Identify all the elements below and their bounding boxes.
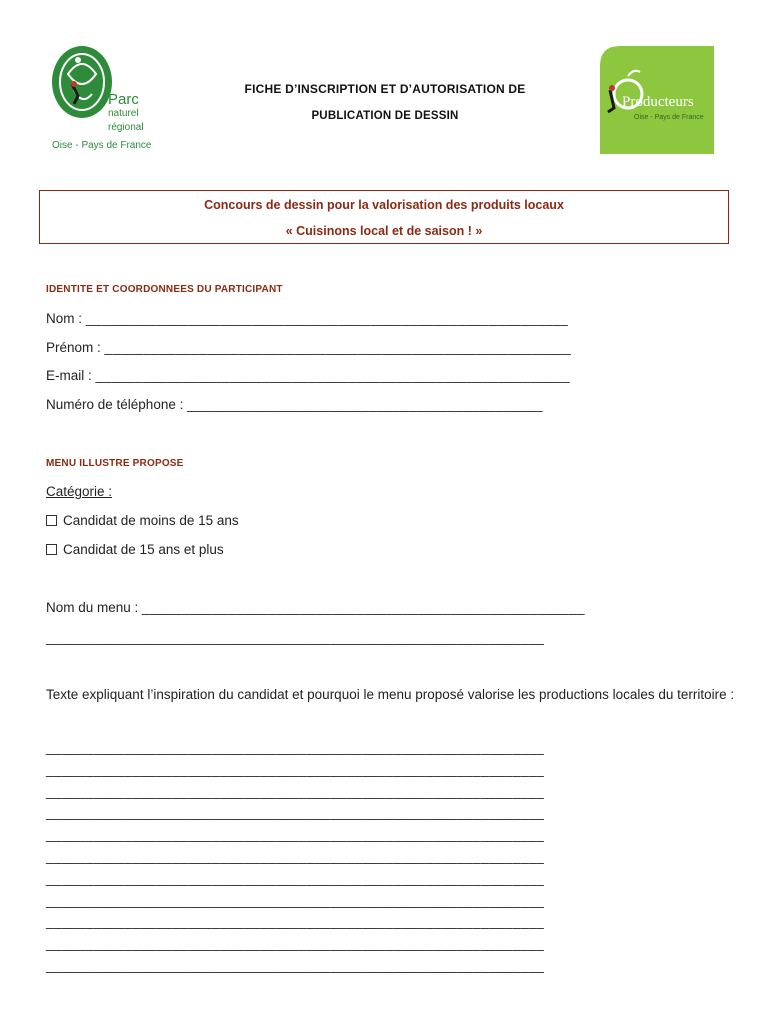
field-label: Nom : — [46, 311, 86, 326]
checkbox-icon[interactable] — [46, 544, 57, 555]
answer-line: _______________________________________________________________ — [46, 957, 545, 973]
field-email[interactable] — [46, 368, 570, 383]
option-under-15[interactable] — [46, 513, 239, 528]
option-15-plus[interactable] — [46, 542, 224, 557]
answer-line: _______________________________________________________________ — [46, 761, 545, 777]
answer-line: _______________________________________________________________ — [46, 783, 545, 799]
contest-title: Concours de dessin pour la valorisation des produits locaux — [204, 198, 564, 212]
answer-line: _______________________________________________________________ — [46, 848, 545, 864]
parc-naturel-logo — [48, 44, 152, 156]
parc-logo-region: Oise - Pays de France — [52, 140, 152, 151]
field-phone[interactable] — [46, 397, 543, 412]
field-label: Numéro de téléphone : — [46, 397, 188, 412]
field-blank: _______________________________________________________________ — [46, 630, 545, 645]
field-menu-name-continued[interactable] — [46, 630, 544, 645]
parc-logo-word: Parc — [108, 91, 139, 108]
inspiration-prompt: Texte expliquant l’inspiration du candidat et pourquoi le menu proposé valorise les productions locales du territoire : — [46, 687, 735, 702]
field-blank: ________________________________________________________ — [142, 600, 585, 615]
title-line-2: PUBLICATION DE DESSIN — [311, 110, 459, 122]
field-first-name[interactable] — [46, 340, 571, 355]
section-heading-identity: IDENTITE ET COORDONNEES DU PARTICIPANT — [46, 284, 283, 295]
answer-line: _______________________________________________________________ — [46, 827, 545, 843]
field-blank: ____________________________________________________________ — [95, 368, 570, 383]
field-blank: _____________________________________________________________ — [85, 311, 569, 326]
document-title — [210, 82, 560, 122]
field-label: E-mail : — [46, 368, 96, 383]
parc-logo-regional: régional — [108, 122, 144, 133]
option-label: Candidat de 15 ans et plus — [63, 542, 224, 557]
field-blank: ___________________________________________________________ — [104, 340, 572, 355]
answer-line: _______________________________________________________________ — [46, 805, 545, 821]
parc-logo-naturel: naturel — [108, 108, 139, 119]
title-line-1: FICHE D’INSCRIPTION ET D’AUTORISATION DE — [244, 82, 526, 96]
category-label: Catégorie : — [46, 484, 113, 499]
section-heading-menu: MENU ILLUSTRE PROPOSE — [46, 458, 184, 469]
category-label-line — [46, 484, 112, 499]
producteurs-logo-word: Producteurs — [622, 94, 694, 110]
answer-line: _______________________________________________________________ — [46, 892, 545, 908]
field-blank: _____________________________________________ — [187, 397, 543, 412]
answer-line: _______________________________________________________________ — [46, 870, 545, 886]
producteurs-logo-sub: Oise - Pays de France — [634, 114, 704, 121]
inspiration-answer-area[interactable] — [46, 740, 544, 980]
field-menu-name[interactable] — [46, 600, 585, 615]
checkbox-icon[interactable] — [46, 515, 57, 526]
contest-banner — [39, 190, 729, 244]
answer-line: _______________________________________________________________ — [46, 936, 545, 952]
contest-slogan: « Cuisinons local et de saison ! » — [285, 224, 483, 238]
producteurs-logo — [600, 46, 714, 154]
answer-line: _______________________________________________________________ — [46, 914, 545, 930]
field-label: Prénom : — [46, 340, 105, 355]
answer-line: _______________________________________________________________ — [46, 740, 545, 755]
field-last-name[interactable] — [46, 311, 568, 326]
option-label: Candidat de moins de 15 ans — [63, 513, 239, 528]
field-label: Nom du menu : — [46, 600, 143, 615]
